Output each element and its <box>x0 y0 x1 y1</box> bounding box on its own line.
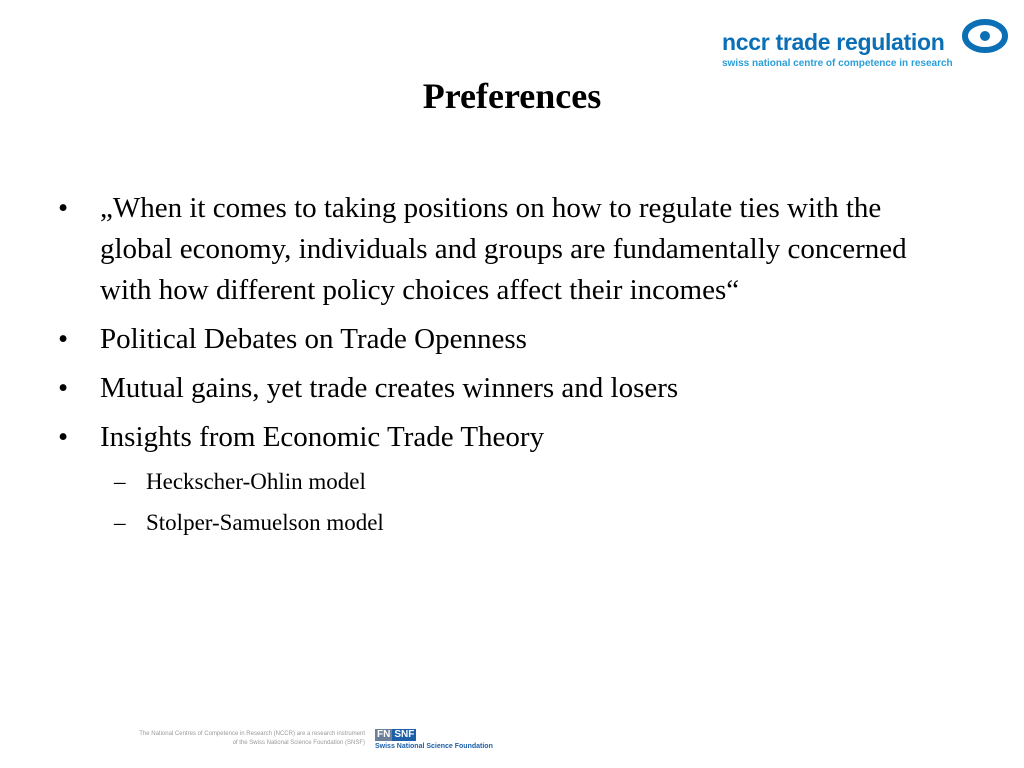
bullet-text: Mutual gains, yet trade creates winners and losers <box>100 372 679 404</box>
nccr-logo <box>722 18 1012 70</box>
bullet-text: Insights from Economic Trade Theory <box>100 421 545 453</box>
sub-bullet-text: Stolper-Samuelson model <box>146 510 384 535</box>
snsf-name: Swiss National Science Foundation <box>375 743 493 750</box>
bullet-marker: • <box>58 421 69 453</box>
slide-title: Preferences <box>422 76 602 116</box>
footer-note <box>60 730 365 748</box>
sub-bullet-text: Heckscher-Ohlin model <box>146 469 366 494</box>
fnsnf-mark <box>375 729 416 741</box>
bullet-text: Political Debates on Trade Openness <box>100 323 527 355</box>
footer-line: The National Centres of Competence in Research (NCCR) are a research instrument <box>139 731 365 737</box>
snf-label: SNF <box>394 729 415 740</box>
nccr-eye-icon <box>962 18 1008 54</box>
bullet-item <box>58 319 958 360</box>
bullet-item <box>58 417 958 458</box>
bullet-item <box>58 188 958 311</box>
bullet-item <box>58 368 958 409</box>
footer-line: of the Swiss National Science Foundation (SNSF) <box>232 740 365 746</box>
sub-bullet-item <box>58 507 958 538</box>
bullet-marker: • <box>58 372 69 404</box>
sub-bullet-marker: – <box>114 510 126 535</box>
bullet-marker: • <box>58 323 69 355</box>
sub-bullet-marker: – <box>114 469 126 494</box>
bullet-text: „When it comes to taking positions on how to regulate ties with the global economy, individuals and groups are fundamentally concerned with how different policy choices affect their incomes“ <box>100 192 907 306</box>
snsf-logo <box>375 729 505 753</box>
slide-body <box>58 188 958 548</box>
fn-label: FN <box>377 729 391 740</box>
bullet-marker: • <box>58 192 69 224</box>
sub-bullet-item <box>58 466 958 497</box>
logo-tagline: swiss national centre of competence in research <box>722 58 953 69</box>
logo-name: nccr trade regulation <box>722 29 945 55</box>
